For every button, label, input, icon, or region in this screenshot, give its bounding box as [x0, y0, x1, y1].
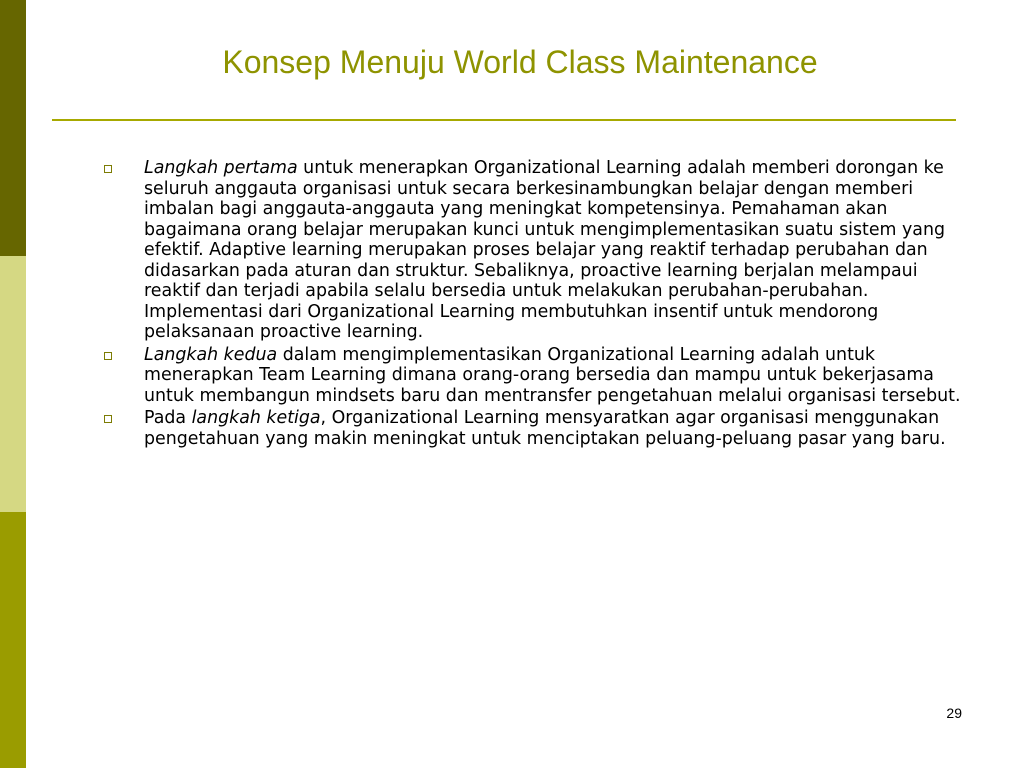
- title-divider: [52, 119, 956, 121]
- square-bullet-icon: [104, 352, 112, 360]
- page-number: 29: [946, 705, 962, 721]
- bullet-emphasis: langkah ketiga: [191, 408, 321, 428]
- slide-title: Konsep Menuju World Class Maintenance: [222, 44, 818, 80]
- sidebar-stripe-light: [0, 256, 26, 512]
- sidebar-stripe: [0, 0, 26, 768]
- square-bullet-icon: [104, 165, 112, 173]
- bullet-item: [104, 345, 966, 407]
- bullet-list: [104, 158, 966, 451]
- bullet-text: dalam mengimplementasikan Organizational Learning adalah untuk menerapkan Team Learning dimana orang-orang bersedia dan mampu untuk bekerjasama untuk membangun mindsets baru dan mentransfer pengetahuan melalui organisasi tersebut.: [144, 344, 961, 406]
- square-bullet-icon: [104, 415, 112, 423]
- bullet-item: [104, 408, 966, 449]
- sidebar-stripe-dark: [0, 0, 26, 256]
- bullet-text: , Organizational Learning mensyaratkan agar organisasi menggunakan pengetahuan yang makin meningkat untuk menciptakan peluang-peluang pasar yang baru.: [144, 408, 946, 449]
- bullet-text: untuk menerapkan Organizational Learning adalah memberi dorongan ke seluruh anggauta organisasi untuk secara berkesinambungkan belajar dengan memberi imbalan bagi anggauta-anggauta yang meningkat kompetensinya. Pemahaman akan bagaimana orang belajar merupakan kunci untuk mengimplementasikan suatu sistem yang efektif. Adaptive learning merupakan proses belajar yang reaktif terhadap perubahan dan didasarkan pada aturan dan struktur. Sebaliknya, proactive learning berjalan melampaui reaktif dan terjadi apabila selalu bersedia untuk melakukan perubahan-perubahan. Implementasi dari Organizational Learning membutuhkan insentif untuk mendorong pelaksanaan proactive learning.: [144, 158, 946, 342]
- bullet-prefix: Pada: [144, 408, 192, 428]
- bullet-emphasis: Langkah pertama: [144, 158, 298, 178]
- bullet-emphasis: Langkah kedua: [144, 344, 278, 365]
- bullet-item: [104, 158, 966, 343]
- sidebar-stripe-mid: [0, 512, 26, 768]
